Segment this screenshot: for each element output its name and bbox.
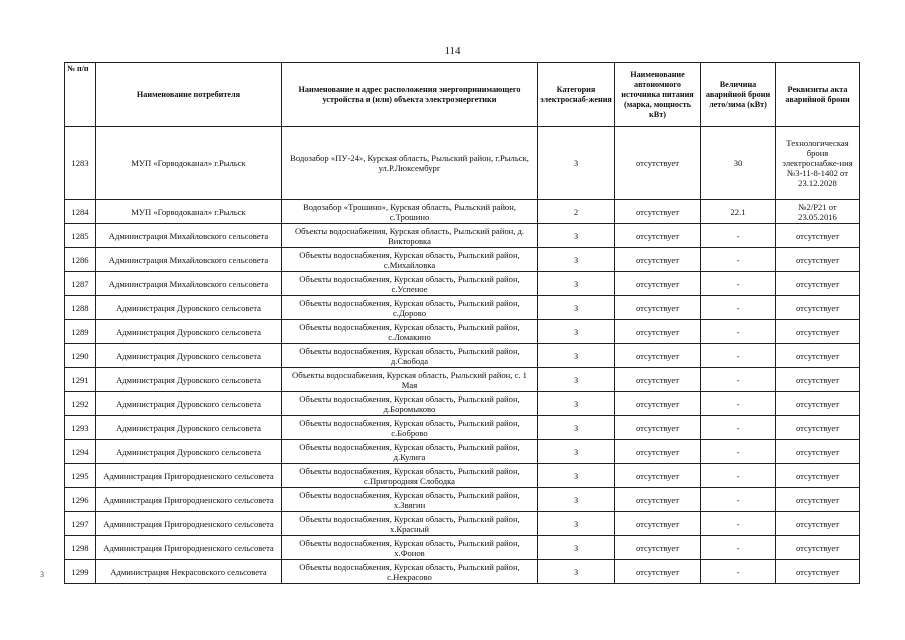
reserve-value: - [701,464,776,488]
table-row [65,224,860,248]
reserve-value: - [701,368,776,392]
table-row [65,488,860,512]
table-row [65,344,860,368]
reserve-value: - [701,416,776,440]
reserve-value: - [701,488,776,512]
row-number: 1299 [65,560,96,584]
reserve-act: отсутствует [776,512,860,536]
supply-category: 3 [538,127,615,200]
reserve-act: отсутствует [776,344,860,368]
row-number: 1294 [65,440,96,464]
reserve-value: - [701,344,776,368]
supply-category: 3 [538,320,615,344]
object-address: Объекты водоснабжения, Курская область, Рыльский район, х.Красный [282,512,538,536]
consumer-name: Администрация Дуровского сельсовета [96,392,282,416]
row-number: 1284 [65,200,96,224]
emergency-reserve-table [64,62,860,584]
supply-category: 3 [538,440,615,464]
reserve-value: 22.1 [701,200,776,224]
object-address: Водозабор «ПУ-24», Курская область, Рыльский район, г.Рыльск, ул.Р.Люксембург [282,127,538,200]
reserve-value: - [701,320,776,344]
row-number: 1290 [65,344,96,368]
row-number: 1285 [65,224,96,248]
reserve-act: отсутствует [776,224,860,248]
supply-category: 3 [538,392,615,416]
row-number: 1291 [65,368,96,392]
autonomous-source: отсутствует [615,512,701,536]
object-address: Объекты водоснабжения, Курская область, Рыльский район, с.Боброво [282,416,538,440]
table-row [65,272,860,296]
autonomous-source: отсутствует [615,440,701,464]
reserve-value: - [701,512,776,536]
object-address: Объекты водоснабжения, Курская область, Рыльский район, с.Михайловка [282,248,538,272]
table-row [65,296,860,320]
reserve-act: №2/Р21 от 23.05.2016 [776,200,860,224]
supply-category: 3 [538,248,615,272]
object-address: Объекты водоснабжения, Курская область, Рыльский район, д.Боромыково [282,392,538,416]
table-row [65,536,860,560]
consumer-name: Администрация Дуровского сельсовета [96,416,282,440]
header-no: № п/п [65,63,96,127]
reserve-act: отсутствует [776,560,860,584]
autonomous-source: отсутствует [615,560,701,584]
header-object: Наименование и адрес расположения энергопринимающего устройства и (или) объекта электроэнергетики [282,63,538,127]
table-row [65,320,860,344]
consumer-name: Администрация Дуровского сельсовета [96,344,282,368]
row-number: 1283 [65,127,96,200]
reserve-act: отсутствует [776,368,860,392]
page-number: 114 [444,45,461,57]
object-address: Объекты водоснабжения, Курская область, Рыльский район, х.Фонов [282,536,538,560]
supply-category: 3 [538,488,615,512]
autonomous-source: отсутствует [615,127,701,200]
table-row [65,392,860,416]
reserve-value: - [701,560,776,584]
row-number: 1292 [65,392,96,416]
table-row [65,248,860,272]
consumer-name: Администрация Пригородненского сельсовета [96,488,282,512]
table-row [65,416,860,440]
consumer-name: Администрация Дуровского сельсовета [96,440,282,464]
consumer-name: Администрация Пригородненского сельсовета [96,536,282,560]
supply-category: 3 [538,536,615,560]
consumer-name: Администрация Дуровского сельсовета [96,320,282,344]
autonomous-source: отсутствует [615,392,701,416]
supply-category: 3 [538,296,615,320]
consumer-name: Администрация Некрасовского сельсовета [96,560,282,584]
reserve-value: - [701,248,776,272]
autonomous-source: отсутствует [615,200,701,224]
object-address: Водозабор «Трошино», Курская область, Рыльский район, с.Трошино [282,200,538,224]
header-category: Категория электроснаб-жения [538,63,615,127]
object-address: Объекты водоснабжения, Курская область, Рыльский район, с.Ломакино [282,320,538,344]
object-address: Объекты водоснабжения, Курская область, Рыльский район, х.Звягин [282,488,538,512]
autonomous-source: отсутствует [615,344,701,368]
object-address: Объекты водоснабжения, Курская область, Рыльский район, с.Некрасово [282,560,538,584]
object-address: Объекты водоснабжения, Курская область, Рыльский район, с.Пригородняя Слободка [282,464,538,488]
reserve-value: - [701,440,776,464]
row-number: 1287 [65,272,96,296]
consumer-name: Администрация Пригородненского сельсовета [96,464,282,488]
table-row [65,127,860,200]
reserve-value: - [701,392,776,416]
supply-category: 2 [538,200,615,224]
supply-category: 3 [538,416,615,440]
row-number: 1288 [65,296,96,320]
consumer-name: МУП «Горводоканал» г.Рыльск [96,200,282,224]
consumer-name: МУП «Горводоканал» г.Рыльск [96,127,282,200]
reserve-value: 30 [701,127,776,200]
reserve-act: отсутствует [776,392,860,416]
header-act: Реквизиты акта аварийной брони [776,63,860,127]
row-number: 1293 [65,416,96,440]
reserve-act: отсутствует [776,488,860,512]
consumer-name: Администрация Михайловского сельсовета [96,248,282,272]
reserve-value: - [701,536,776,560]
reserve-value: - [701,296,776,320]
autonomous-source: отсутствует [615,416,701,440]
object-address: Объекты водоснабжения, Курская область, Рыльский район, с. 1 Мая [282,368,538,392]
row-number: 1296 [65,488,96,512]
object-address: Объекты водоснабжения, Курская область, Рыльский район, д. Викторовка [282,224,538,248]
reserve-act: отсутствует [776,320,860,344]
autonomous-source: отсутствует [615,368,701,392]
table-row [65,440,860,464]
object-address: Объекты водоснабжения, Курская область, Рыльский район, д.Свобода [282,344,538,368]
reserve-act: отсутствует [776,464,860,488]
header-consumer: Наименование потребителя [96,63,282,127]
supply-category: 3 [538,512,615,536]
autonomous-source: отсутствует [615,296,701,320]
table-row [65,560,860,584]
reserve-act: отсутствует [776,416,860,440]
table-row [65,512,860,536]
consumer-name: Администрация Дуровского сельсовета [96,296,282,320]
supply-category: 3 [538,224,615,248]
consumer-name: Администрация Михайловского сельсовета [96,224,282,248]
reserve-value: - [701,224,776,248]
reserve-value: - [701,272,776,296]
row-number: 1298 [65,536,96,560]
row-number: 1297 [65,512,96,536]
table-row [65,368,860,392]
table-row [65,464,860,488]
supply-category: 3 [538,344,615,368]
reserve-act: отсутствует [776,536,860,560]
supply-category: 3 [538,464,615,488]
row-number: 1295 [65,464,96,488]
table-header-row [65,63,860,127]
autonomous-source: отсутствует [615,320,701,344]
header-source: Наименование автономного источника питания (марка, мощность кВт) [615,63,701,127]
margin-mark: 3 [40,570,44,579]
table-row [65,200,860,224]
object-address: Объекты водоснабжения, Курская область, Рыльский район, д.Кулига [282,440,538,464]
autonomous-source: отсутствует [615,272,701,296]
autonomous-source: отсутствует [615,536,701,560]
consumer-name: Администрация Пригородненского сельсовета [96,512,282,536]
header-reserve: Величина аварийной брони лето/зима (кВт) [701,63,776,127]
consumer-name: Администрация Михайловского сельсовета [96,272,282,296]
object-address: Объекты водоснабжения, Курская область, Рыльский район, с.Дорово [282,296,538,320]
row-number: 1286 [65,248,96,272]
object-address: Объекты водоснабжения, Курская область, Рыльский район, с.Успеное [282,272,538,296]
autonomous-source: отсутствует [615,224,701,248]
autonomous-source: отсутствует [615,248,701,272]
autonomous-source: отсутствует [615,488,701,512]
row-number: 1289 [65,320,96,344]
reserve-act: отсутствует [776,272,860,296]
supply-category: 3 [538,272,615,296]
reserve-act: Технологическая броня электроснабже-ния №3-11-8-1402 от 23.12.2028 [776,127,860,200]
supply-category: 3 [538,560,615,584]
consumer-name: Администрация Дуровского сельсовета [96,368,282,392]
reserve-act: отсутствует [776,296,860,320]
supply-category: 3 [538,368,615,392]
autonomous-source: отсутствует [615,464,701,488]
reserve-act: отсутствует [776,440,860,464]
reserve-act: отсутствует [776,248,860,272]
